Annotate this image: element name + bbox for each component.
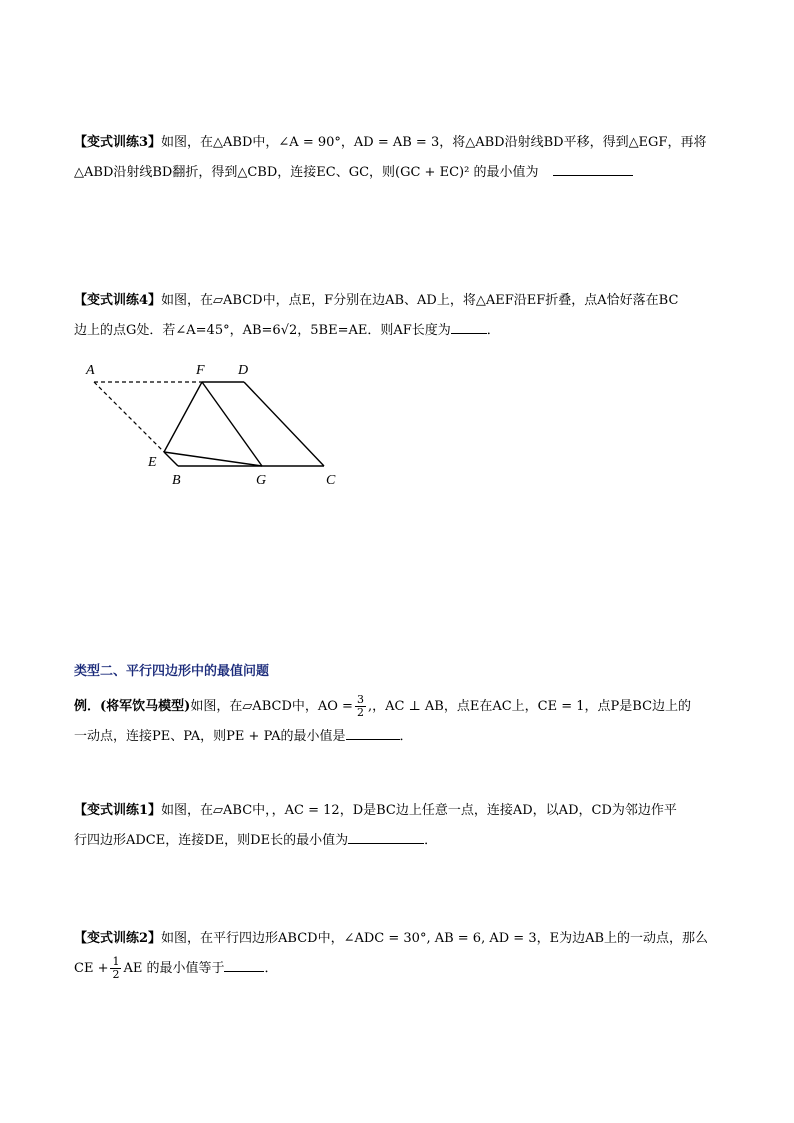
exercise-2-end: ． bbox=[264, 961, 278, 976]
answer-blank bbox=[224, 957, 264, 972]
exercise-3-tag: 【变式训练3】 bbox=[74, 135, 162, 150]
fraction-numerator: 3 bbox=[356, 693, 364, 706]
fraction-three-halves bbox=[355, 694, 366, 719]
segment-EG bbox=[164, 452, 262, 466]
label-B: B bbox=[172, 473, 181, 488]
exercise-1 bbox=[74, 796, 722, 856]
answer-blank bbox=[348, 829, 424, 844]
label-G: G bbox=[256, 473, 267, 488]
exercise-2-line-1 bbox=[74, 924, 722, 954]
exercise-4-tag: 【变式训练4】 bbox=[74, 293, 162, 308]
exercise-3-line-1 bbox=[74, 128, 722, 158]
fraction-denominator: 2 bbox=[356, 706, 364, 719]
fraction-denominator: 2 bbox=[112, 968, 120, 981]
answer-blank bbox=[451, 319, 487, 334]
exercise-4-end: ． bbox=[486, 323, 500, 338]
answer-blank bbox=[346, 725, 400, 740]
exercise-1-line-2 bbox=[74, 826, 722, 856]
section-heading: 类型二、平行四边形中的最值问题 bbox=[74, 664, 270, 679]
example-line-2 bbox=[74, 722, 722, 752]
example-text-1b: ,，AC ⊥ AB，点E在AC上，CE = 1，点P是BC边上的 bbox=[367, 699, 692, 714]
example-tag: 例．(将军饮马模型) bbox=[74, 699, 191, 714]
label-E: E bbox=[148, 455, 157, 470]
exercise-1-line-1 bbox=[74, 796, 722, 826]
exercise-1-end: ． bbox=[424, 833, 438, 848]
fraction-numerator: 1 bbox=[112, 955, 120, 968]
answer-blank bbox=[553, 161, 633, 176]
segment-FG bbox=[202, 382, 262, 466]
exercise-2-tag: 【变式训练2】 bbox=[74, 931, 162, 946]
example-end: ． bbox=[399, 729, 413, 744]
label-D: D bbox=[238, 363, 249, 378]
exercise-4-line-1 bbox=[74, 286, 722, 316]
exercise-2-line-2 bbox=[74, 954, 722, 984]
label-A: A bbox=[86, 363, 95, 378]
segment-EF bbox=[164, 382, 202, 452]
exercise-3-text-2: △ABD沿射线BD翻折，得到△CBD，连接EC、GC，则(GC + EC)² 的最小值为 bbox=[74, 165, 539, 180]
exercise-1-tag: 【变式训练1】 bbox=[74, 803, 162, 818]
example-text-1a: 如图，在▱ABCD中，AO = bbox=[190, 699, 353, 714]
exercise-4-line-2 bbox=[74, 316, 722, 346]
dashed-line-AE bbox=[94, 382, 164, 452]
segment-DC bbox=[244, 382, 324, 466]
exercise-1-text-1: 如图，在▱ABC中，，AC = 12，D是BC边上任意一点，连接AD，以AD，CD为邻边作平 bbox=[161, 803, 677, 818]
example-text-2: 一动点，连接PE、PA，则PE + PA的最小值是 bbox=[74, 729, 346, 744]
example bbox=[74, 692, 722, 752]
exercise-3 bbox=[74, 128, 722, 188]
exercise-2-text-2a: CE + bbox=[74, 961, 109, 976]
exercise-2-text-1: 如图，在平行四边形ABCD中，∠ADC = 30°, AB = 6, AD = 3，E为边AB上的一动点，那么 bbox=[161, 931, 709, 946]
exercise-2 bbox=[74, 924, 722, 984]
example-line-1 bbox=[74, 692, 722, 722]
parallelogram-figure bbox=[80, 356, 350, 491]
exercise-4 bbox=[74, 286, 722, 346]
label-F: F bbox=[196, 363, 205, 378]
exercise-3-text-1: 如图，在△ABD中，∠A = 90°，AD = AB = 3，将△ABD沿射线BD平移，得到△EGF，再将 bbox=[161, 135, 707, 150]
exercise-3-line-2 bbox=[74, 158, 722, 188]
exercise-1-text-2: 行四边形ADCE，连接DE，则DE长的最小值为 bbox=[74, 833, 349, 848]
exercise-4-text-1: 如图，在▱ABCD中，点E，F分别在边AB、AD上，将△AEF沿EF折叠，点A恰好落在BC bbox=[161, 293, 679, 308]
label-C: C bbox=[326, 473, 336, 488]
exercise-4-text-2: 边上的点G处．若∠A=45°，AB=6√2，5BE=AE．则AF长度为 bbox=[74, 323, 451, 338]
fraction-one-half bbox=[110, 956, 121, 981]
exercise-2-text-2b: AE 的最小值等于 bbox=[123, 961, 225, 976]
